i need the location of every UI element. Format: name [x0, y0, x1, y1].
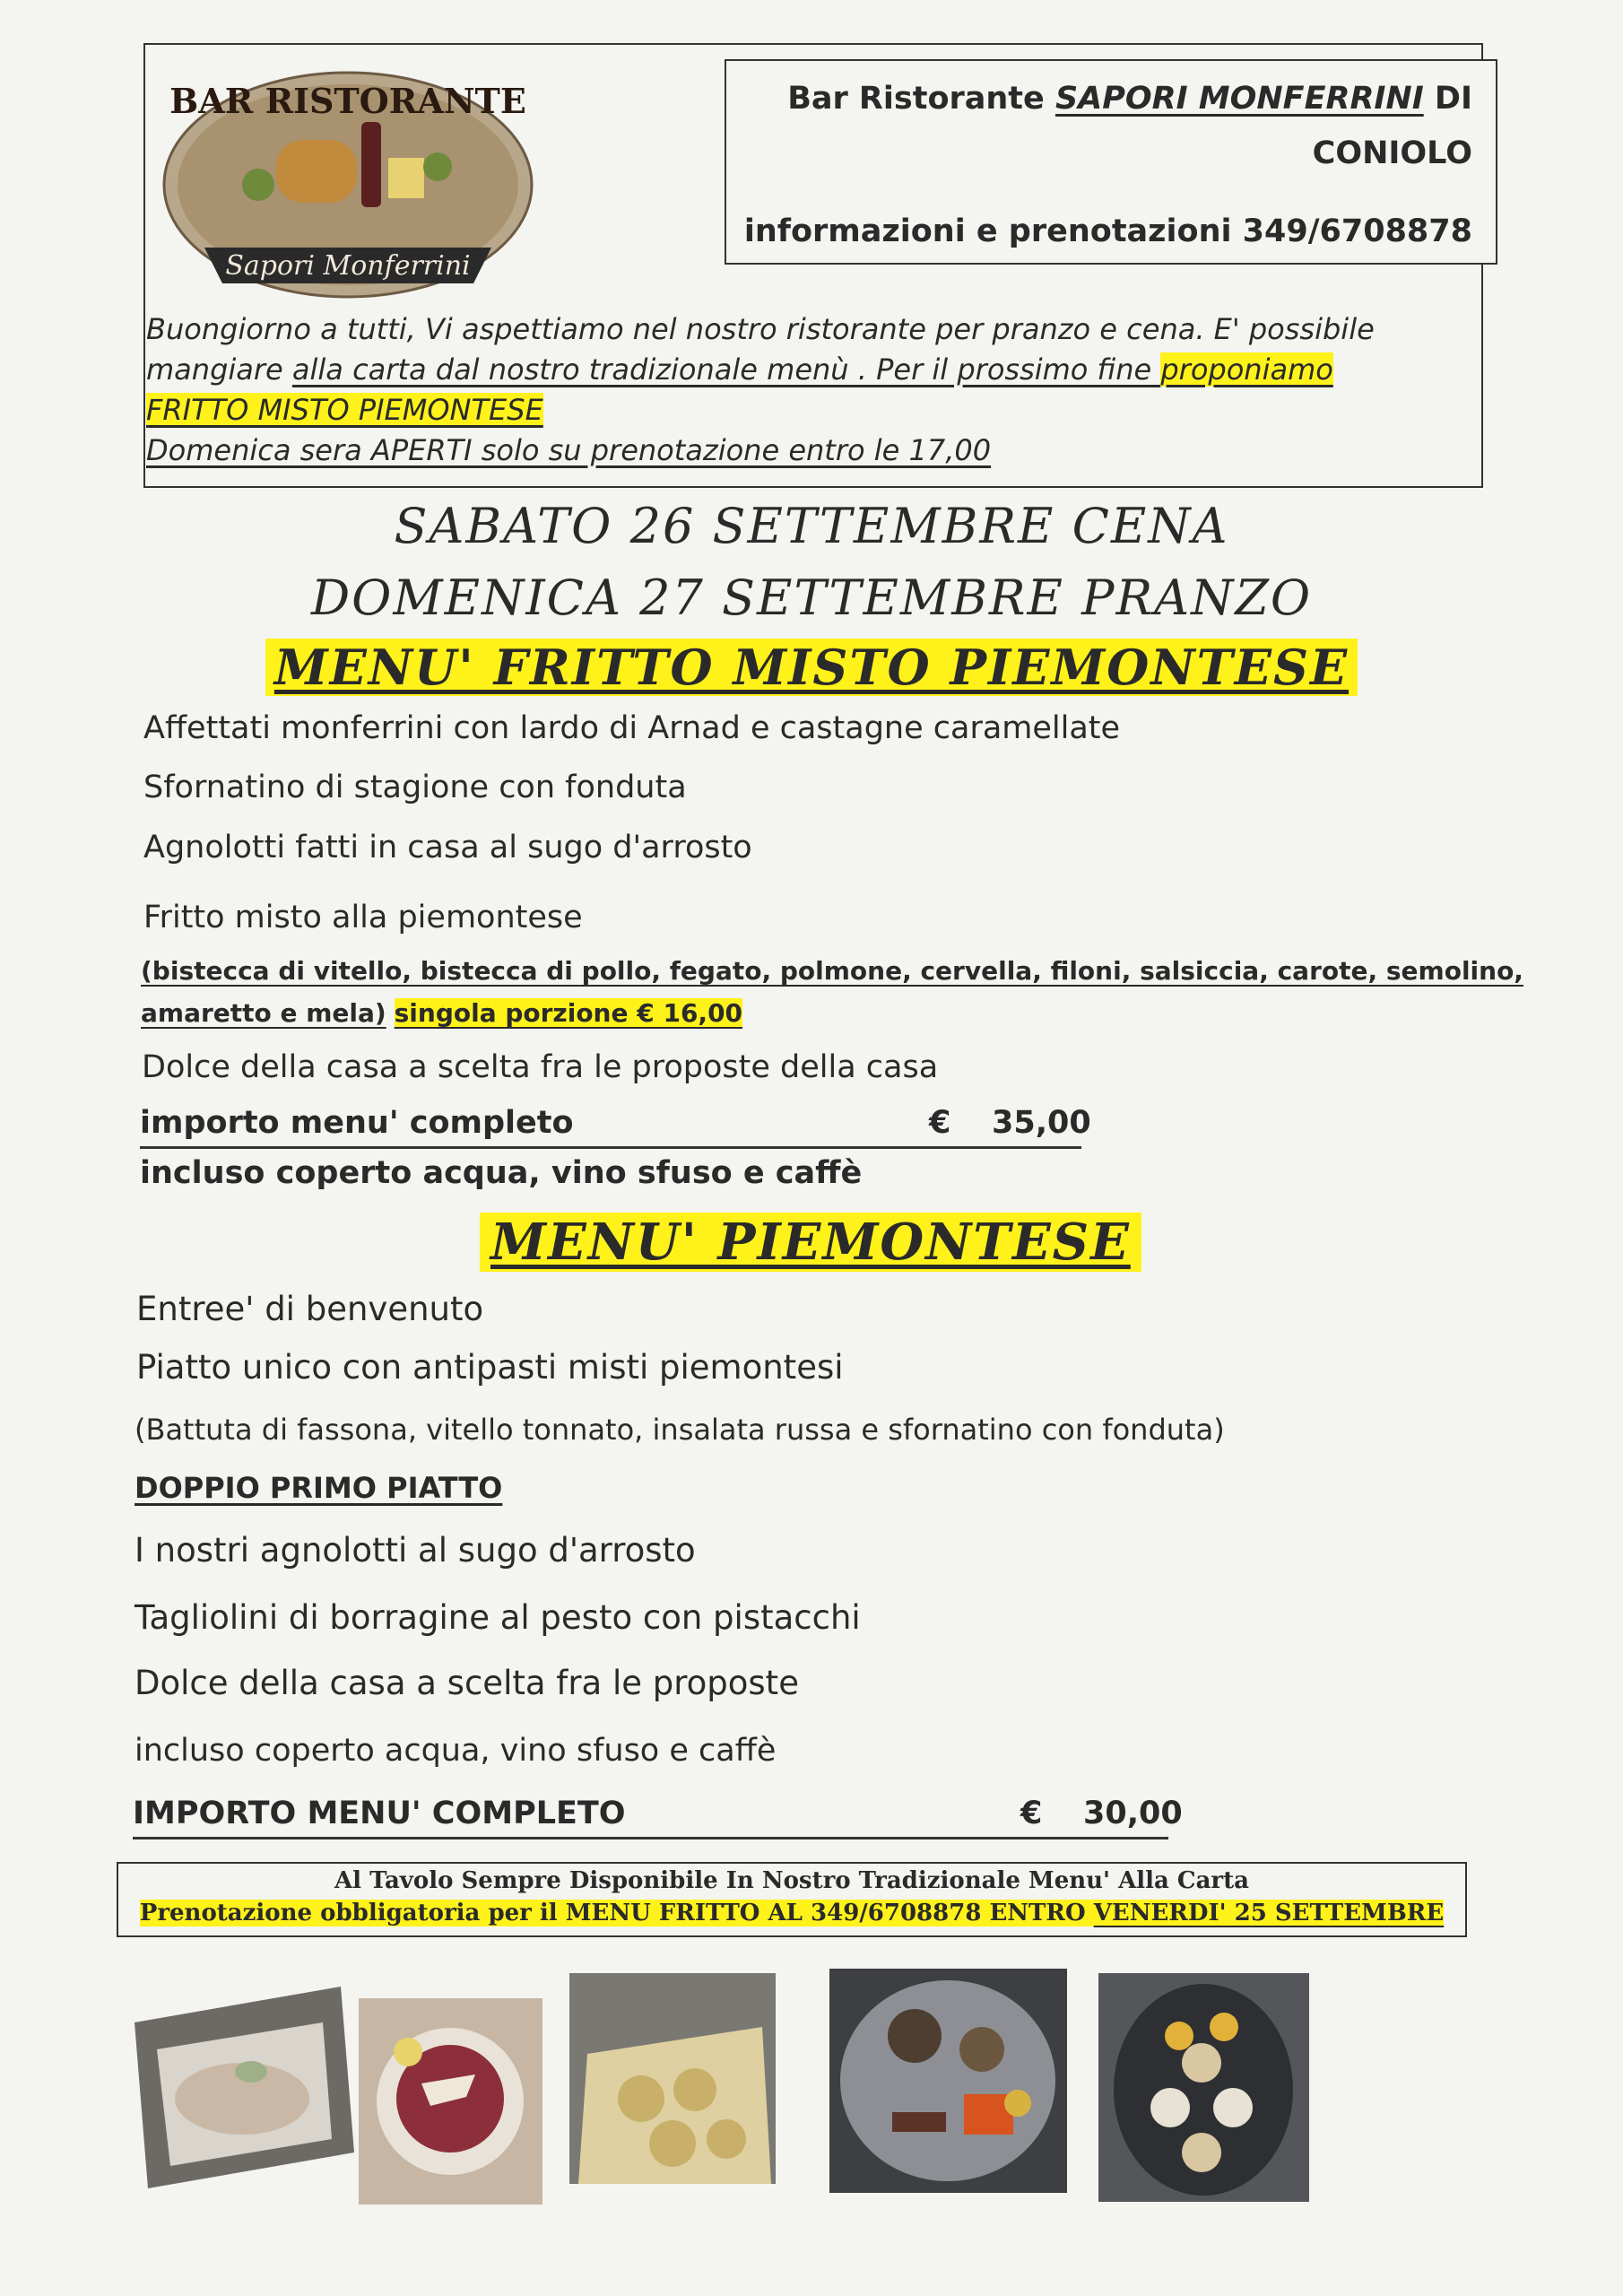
intro-line-2b: alla carta dal nostro tradizionale menù . Per il prossimo fine [291, 352, 1161, 387]
piemontese-included: incluso coperto acqua, vino sfuso e caffè [135, 1733, 777, 1769]
photo-fritto-dolce [1098, 1973, 1309, 2202]
fritto-total-label: importo menu' completo [140, 1105, 574, 1141]
fritto-single-portion-price: singola porzione € 16,00 [394, 998, 743, 1028]
intro-line-1: Buongiorno a tutti, Vi aspettiamo nel nostro ristorante per pranzo e cena. E' possibile [146, 312, 1375, 346]
fritto-detail-line-1 [141, 956, 1523, 986]
piemontese-total-currency: € [1020, 1796, 1043, 1831]
note-line-2b: VENERDI' 25 SETTEMBRE [1093, 1900, 1445, 1926]
piemontese-item-4: Tagliolini di borragine al pesto con pistacchi [135, 1598, 861, 1637]
fritto-detail-line-2 [141, 998, 742, 1028]
photo-agnolotti [569, 1973, 776, 2184]
piemontese-section-title: DOPPIO PRIMO PIATTO [135, 1471, 503, 1505]
intro-line-2c: proponiamo [1160, 352, 1333, 387]
name-prefix: Bar Ristorante [787, 81, 1055, 117]
note-line-2 [118, 1900, 1465, 1926]
svg-text:BAR RISTORANTE: BAR RISTORANTE [169, 81, 526, 121]
photo-battuta-fassona [359, 1998, 542, 2205]
piemontese-total-row [133, 1796, 1183, 1839]
fritto-detail-2: amaretto e mela) [141, 998, 386, 1028]
intro-text [146, 309, 1473, 471]
contact-phone: informazioni e prenotazioni 349/6708878 [743, 213, 1472, 249]
photo-fritto-misto [829, 1969, 1067, 2193]
intro-line-2a: mangiare [146, 352, 292, 387]
info-box [725, 59, 1497, 265]
fritto-item-1: Affettati monferrini con lardo di Arnad e castagne caramellate [143, 710, 1121, 746]
reservation-note-box [117, 1862, 1467, 1937]
fritto-item-3: Agnolotti fatti in casa al sugo d'arrosto [143, 830, 752, 865]
piemontese-item-3: I nostri agnolotti al sugo d'arrosto [135, 1531, 696, 1570]
menu-piemontese-title-wrap [480, 1213, 1141, 1272]
intro-line-3 [146, 390, 1473, 430]
photo-vitello-tonnato [135, 1987, 354, 2188]
restaurant-logo [151, 59, 545, 301]
piemontese-section-wrap [135, 1471, 502, 1505]
piemontese-item-1: Entree' di benvenuto [136, 1290, 484, 1328]
piemontese-total-label: IMPORTO MENU' COMPLETO [133, 1796, 626, 1831]
menu-piemontese-title: MENU' PIEMONTESE [480, 1213, 1141, 1272]
intro-line-2 [146, 350, 1473, 390]
date-saturday: SABATO 26 SETTEMBRE CENA [394, 498, 1229, 554]
fritto-item-2: Sfornatino di stagione con fonduta [143, 770, 687, 805]
piemontese-item-2-detail: (Battuta di fassona, vitello tonnato, insalata russa e sfornatino con fonduta) [135, 1413, 1225, 1447]
note-line-2a: Prenotazione obbligatoria per il MENU FRITTO AL 349/6708878 ENTRO [139, 1900, 1094, 1926]
location-line: CONIOLO [1312, 135, 1472, 171]
intro-sunday-note: Domenica sera APERTI solo su prenotazione entro le 17,00 [146, 433, 992, 467]
fritto-total-value: 35,00 [992, 1105, 1091, 1141]
restaurant-name: SAPORI MONFERRINI [1055, 81, 1424, 117]
intro-line-4 [146, 430, 1473, 471]
name-suffix: DI [1423, 81, 1472, 117]
menu-fritto-title-wrap [0, 639, 1623, 696]
restaurant-name-line [787, 81, 1472, 117]
fritto-total-row [140, 1105, 1091, 1149]
menu-fritto-title: MENU' FRITTO MISTO PIEMONTESE [265, 639, 1358, 696]
fritto-item-4: Fritto misto alla piemontese [143, 900, 583, 935]
fritto-item-5: Dolce della casa a scelta fra le proposte della casa [142, 1049, 939, 1085]
fritto-detail-1: (bistecca di vitello, bistecca di pollo, fegato, polmone, cervella, filoni, salsiccia, carote, semolino, [141, 956, 1523, 986]
intro-highlight-fritto: FRITTO MISTO PIEMONTESE [146, 393, 543, 427]
piemontese-total-value: 30,00 [1083, 1796, 1183, 1831]
fritto-total-currency: € [929, 1105, 951, 1141]
svg-text:Sapori Monferrini: Sapori Monferrini [225, 250, 471, 282]
piemontese-item-5: Dolce della casa a scelta fra le proposte [135, 1664, 799, 1702]
date-sunday: DOMENICA 27 SETTEMBRE PRANZO [310, 570, 1313, 626]
piemontese-item-2: Piatto unico con antipasti misti piemontesi [136, 1348, 844, 1387]
note-line-1: Al Tavolo Sempre Disponibile In Nostro Tradizionale Menu' Alla Carta [334, 1867, 1249, 1894]
fritto-included: incluso coperto acqua, vino sfuso e caffè [140, 1155, 863, 1191]
